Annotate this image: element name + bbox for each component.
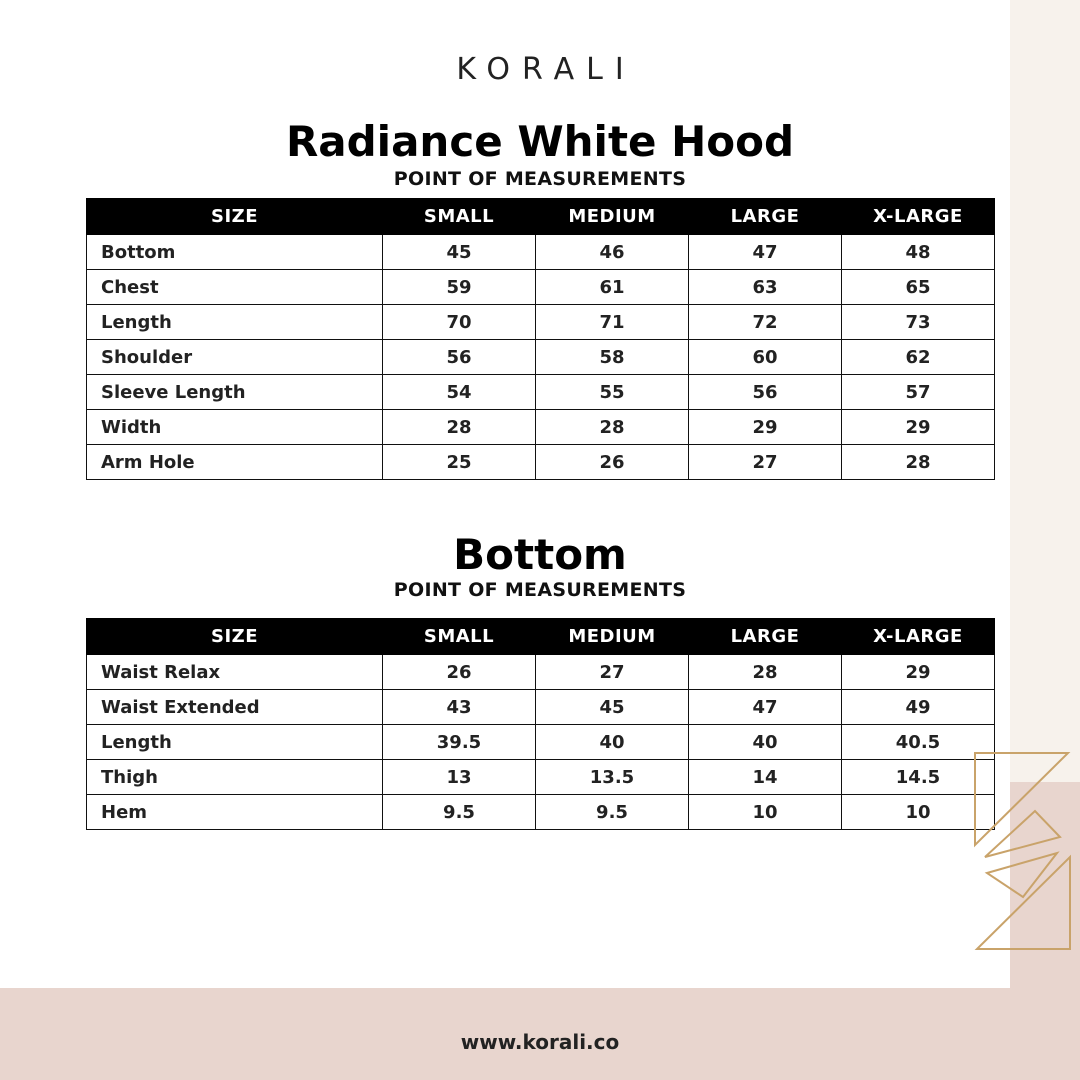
bottom-table-title: Bottom <box>453 530 627 579</box>
measurement-cell: 56 <box>383 340 536 375</box>
header-x-large: X-LARGE <box>842 199 995 235</box>
measurement-cell: 62 <box>842 340 995 375</box>
row-label: Length <box>87 725 383 760</box>
row-label: Hem <box>87 795 383 830</box>
footer-website: www.korali.co <box>460 1030 620 1054</box>
measurement-cell: 28 <box>689 655 842 690</box>
header-size: SIZE <box>87 199 383 235</box>
table-row <box>87 445 995 480</box>
table-header-row <box>87 619 995 655</box>
measurement-cell: 47 <box>689 690 842 725</box>
measurement-cell: 57 <box>842 375 995 410</box>
measurement-cell: 63 <box>689 270 842 305</box>
measurement-cell: 10 <box>842 795 995 830</box>
measurement-cell: 9.5 <box>536 795 689 830</box>
row-label: Bottom <box>87 235 383 270</box>
measurement-cell: 29 <box>842 410 995 445</box>
measurement-cell: 40.5 <box>842 725 995 760</box>
row-label: Chest <box>87 270 383 305</box>
measurement-cell: 65 <box>842 270 995 305</box>
header-size: SIZE <box>87 619 383 655</box>
table-header-row <box>87 199 995 235</box>
table-row <box>87 235 995 270</box>
header-medium: MEDIUM <box>536 199 689 235</box>
measurement-cell: 13.5 <box>536 760 689 795</box>
top-table-title: Radiance White Hood <box>285 117 795 166</box>
header-small: SMALL <box>383 619 536 655</box>
measurement-cell: 9.5 <box>383 795 536 830</box>
measurement-cell: 60 <box>689 340 842 375</box>
row-label: Waist Extended <box>87 690 383 725</box>
measurement-cell: 72 <box>689 305 842 340</box>
measurement-cell: 28 <box>536 410 689 445</box>
table-row <box>87 270 995 305</box>
row-label: Thigh <box>87 760 383 795</box>
table-row <box>87 410 995 445</box>
measurement-cell: 40 <box>536 725 689 760</box>
header-large: LARGE <box>689 619 842 655</box>
header-large: LARGE <box>689 199 842 235</box>
gold-triangle-bottom-icon <box>977 857 1070 949</box>
row-label: Shoulder <box>87 340 383 375</box>
measurement-cell: 45 <box>383 235 536 270</box>
measurement-cell: 48 <box>842 235 995 270</box>
table-row <box>87 655 995 690</box>
measurement-cell: 14 <box>689 760 842 795</box>
top-table-subtitle: POINT OF MEASUREMENTS <box>393 168 687 190</box>
measurement-cell: 58 <box>536 340 689 375</box>
table-row <box>87 375 995 410</box>
brand-logo: KORALI <box>456 52 636 87</box>
header-medium: MEDIUM <box>536 619 689 655</box>
measurement-cell: 26 <box>383 655 536 690</box>
top-table-body <box>87 235 995 480</box>
measurement-cell: 27 <box>536 655 689 690</box>
measurement-cell: 14.5 <box>842 760 995 795</box>
row-label: Length <box>87 305 383 340</box>
measurement-cell: 13 <box>383 760 536 795</box>
measurement-cell: 43 <box>383 690 536 725</box>
measurement-cell: 46 <box>536 235 689 270</box>
table-row <box>87 795 995 830</box>
measurement-cell: 10 <box>689 795 842 830</box>
measurement-cell: 61 <box>536 270 689 305</box>
row-label: Width <box>87 410 383 445</box>
table-row <box>87 340 995 375</box>
measurement-cell: 25 <box>383 445 536 480</box>
measurement-cell: 40 <box>689 725 842 760</box>
top-size-table <box>86 198 995 480</box>
measurement-cell: 59 <box>383 270 536 305</box>
measurement-cell: 26 <box>536 445 689 480</box>
bottom-size-table <box>86 618 995 830</box>
bottom-table-subtitle: POINT OF MEASUREMENTS <box>393 579 687 601</box>
gold-triangle-lower-icon <box>987 853 1057 897</box>
table-row <box>87 305 995 340</box>
header-x-large: X-LARGE <box>842 619 995 655</box>
header-small: SMALL <box>383 199 536 235</box>
measurement-cell: 56 <box>689 375 842 410</box>
row-label: Waist Relax <box>87 655 383 690</box>
measurement-cell: 29 <box>842 655 995 690</box>
table-row <box>87 760 995 795</box>
measurement-cell: 54 <box>383 375 536 410</box>
measurement-cell: 28 <box>842 445 995 480</box>
gold-triangle-middle-icon <box>985 811 1060 857</box>
table-row <box>87 690 995 725</box>
measurement-cell: 29 <box>689 410 842 445</box>
measurement-cell: 39.5 <box>383 725 536 760</box>
measurement-cell: 71 <box>536 305 689 340</box>
measurement-cell: 55 <box>536 375 689 410</box>
row-label: Sleeve Length <box>87 375 383 410</box>
bottom-table-body <box>87 655 995 830</box>
geometric-decoration-icon <box>965 745 1075 955</box>
measurement-cell: 73 <box>842 305 995 340</box>
measurement-cell: 70 <box>383 305 536 340</box>
measurement-cell: 49 <box>842 690 995 725</box>
row-label: Arm Hole <box>87 445 383 480</box>
measurement-cell: 28 <box>383 410 536 445</box>
table-row <box>87 725 995 760</box>
measurement-cell: 27 <box>689 445 842 480</box>
measurement-cell: 45 <box>536 690 689 725</box>
measurement-cell: 47 <box>689 235 842 270</box>
